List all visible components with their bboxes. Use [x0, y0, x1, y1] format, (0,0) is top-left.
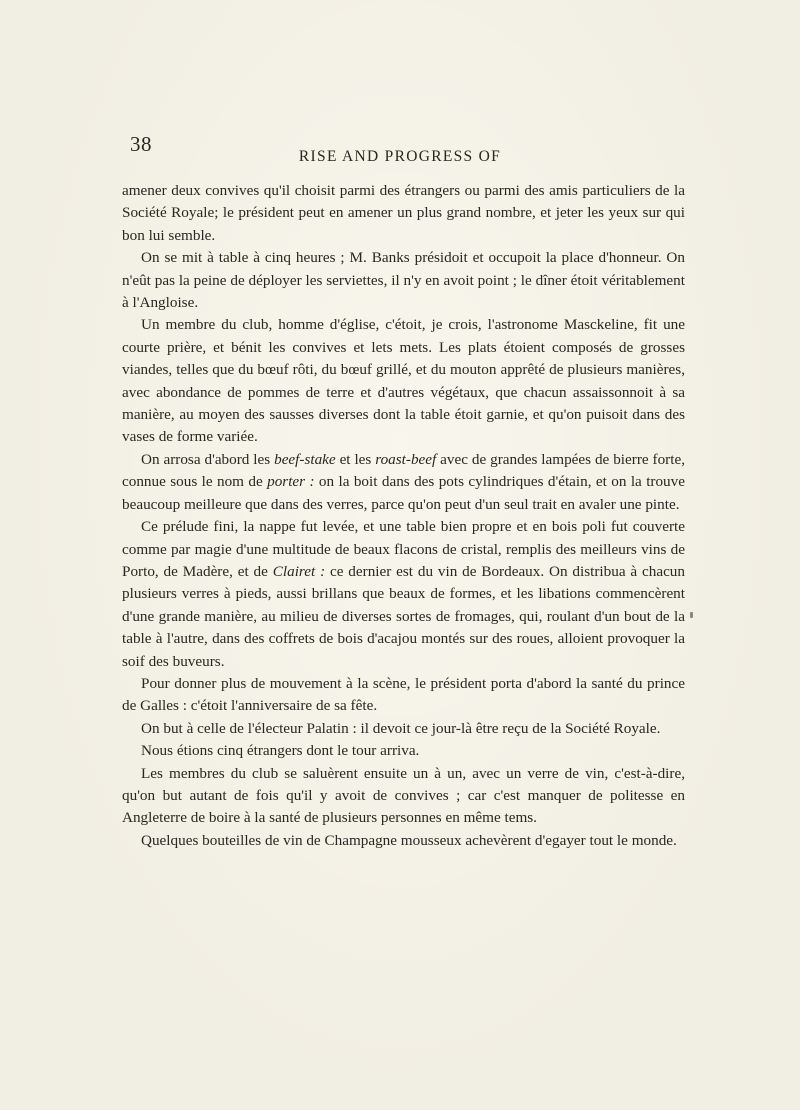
paragraph-4-text-c: avec de grandes lampées de bierre forte, connue sous le nom de — [122, 450, 685, 491]
term-porter: porter : — [267, 473, 315, 491]
ink-speck — [690, 612, 693, 618]
paragraph-9: Les membres du club se saluèrent ensuite un à un, avec un verre de vin, c'est-à-dire, qu'on but autant de fois qu'il y avoit de convives ; car c'est manquer de politesse en Angleterre de boire à la santé de plusieurs personnes en même tems. — [122, 764, 685, 827]
paragraph-5-text-b: ce dernier est du vin de Bordeaux. On distribua à chacun plusieurs verres à pieds, aussi brillans que beaux de formes, et les libations commencèrent d'une grande manière, au milieu de diverses sortes de fromages, qui, roulant d'un bout de la table à l'autre, dans des coffrets de bois d'acajou montés sur des roues, alloient provoquer la soif des buveurs. — [122, 562, 685, 670]
paragraph-3: Un membre du club, homme d'église, c'étoit, je crois, l'astronome Masckeline, fit une courte prière, et bénit les convives et lets mets. Les plats étoient composés de grosses viandes, telles que du bœuf rôti, du bœuf grillé, et du mouton apprêté de plusieurs manières, avec abondance de pommes de terre et d'autres végétaux, que chacun assaissonnoit à sa manière, au moyen des sausses diverses dont la table étoit garnie, et qu'on puisoit dans des vases de forme variée. — [122, 316, 685, 446]
term-clairet: Clairet : — [272, 562, 326, 580]
paragraph-5 — [122, 516, 685, 673]
page-number: 38 — [130, 132, 152, 156]
paragraph-2: On se mit à table à cinq heures ; M. Banks présidoit et occupoit la place d'honneur. On n'eût pas la peine de déployer les serviettes, il n'y en avoit point ; le dîner étoit véritablement à l'Angloise. — [122, 249, 685, 312]
paragraph-4-text-b: et les — [335, 450, 376, 468]
paragraph-4-text-a: On arrosa d'abord les — [141, 450, 275, 468]
paragraph-7: On but à celle de l'électeur Palatin : il devoit ce jour-là être reçu de la Société Royale. — [141, 719, 661, 737]
paragraph-4-text-d: on la boit dans des pots cylindriques d'étain, et on la trouve beaucoup meilleure que dans des verres, parce qu'on peut d'un seul trait en avaler une pinte. — [122, 473, 685, 513]
paragraph-5-text-a: Ce prélude fini, la nappe fut levée, et une table bien propre et en bois poli fut couverte comme par magie d'une multitude de beaux flacons de cristal, remplis des meilleurs vins de Porto, de Madère, et de — [122, 518, 685, 580]
term-roast-beef: roast-beef — [375, 450, 437, 468]
body-text — [122, 180, 685, 852]
paragraph-10: Quelques bouteilles de vin de Champagne mousseux achevèrent d'egayer tout le monde. — [141, 831, 677, 849]
paragraph-1: amener deux convives qu'il choisit parmi des étrangers ou parmi des amis particuliers de la Société Royale; le président peut en amener un plus grand nombre, et jeter les yeux sur qui bon lui semble. — [122, 182, 685, 244]
term-beef-stake: beef-stake — [274, 450, 336, 468]
running-head — [0, 132, 800, 166]
paragraph-8: Nous étions cinq étrangers dont le tour arriva. — [141, 742, 420, 760]
paragraph-4 — [122, 449, 685, 516]
paragraph-6: Pour donner plus de mouvement à la scène, le président porta d'abord la santé du prince de Galles : c'étoit l'anniversaire de sa fête. — [122, 674, 685, 715]
running-title: RISE AND PROGRESS OF — [298, 148, 502, 165]
